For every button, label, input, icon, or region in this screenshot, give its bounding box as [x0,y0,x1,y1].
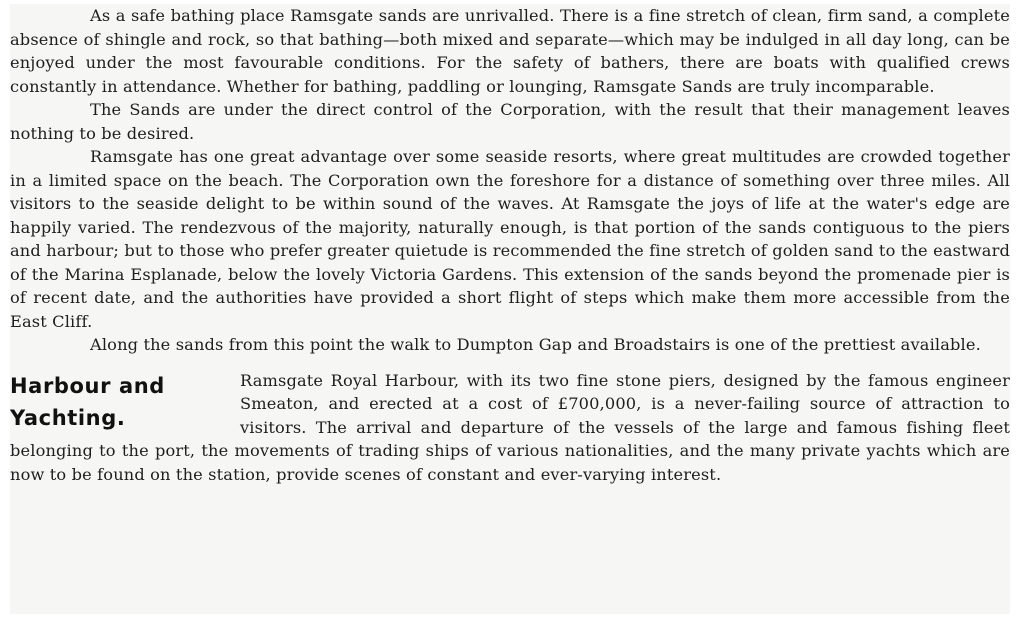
section-heading-line2: Yachting. [10,405,126,430]
harbour-section [10,369,1010,487]
paragraph-dumpton-walk: Along the sands from this point the walk to Dumpton Gap and Broadstairs is one of the prettiest available. [90,335,981,354]
paragraph-harbour: Ramsgate Royal Harbour, with its two fine stone piers, designed by the famous engineer Smeaton, and erected at a cost of £700,000, is a never-failing source of attraction to visitors. The arrival and departure of the vessels of the large and famous fishing fleet belonging to the port, the movements of trading ships of various nationalities, and the many private yachts which are now to be found on the station, provide scenes of constant and ever-varying interest. [10,370,1010,484]
paragraph-foreshore: Ramsgate has one great advantage over some seaside resorts, where great multitudes are crowded together in a limited space on the beach. The Corporation own the foreshore for a distance of something over three miles. All visitors to the seaside delight to be within sound of the waves. At Ramsgate the joys of life at the water's edge are happily varied. The rendezvous of the majority, naturally enough, is that portion of the sands contiguous to the piers and harbour; but to those who prefer greater quietude is recommended the fine stretch of golden sand to the eastward of the Marina Esplanade, below the lovely Victoria Gardens. This extension of the sands beyond the promenade pier is of recent date, and the authorities have provided a short flight of steps which make them more accessible from the East Cliff. [10,147,1010,331]
paragraph-bathing: As a safe bathing place Ramsgate sands are unrivalled. There is a fine stretch of clean, firm sand, a complete absence of shingle and rock, so that bathing—both mixed and separate—which may be indulged in all day long, can be enjoyed under the most favourable conditions. For the safety of bathers, there are boats with qualified crews constantly in attendance. Whether for bathing, paddling or lounging, Ramsgate Sands are truly incomparable. [10,6,1010,96]
section-heading-line1: Harbour and [10,373,165,398]
paragraph-corporation-control: The Sands are under the direct control of the Corporation, with the result that their management leaves nothing to be desired. [10,100,1010,143]
section-heading [10,369,220,434]
document-page [10,4,1010,614]
